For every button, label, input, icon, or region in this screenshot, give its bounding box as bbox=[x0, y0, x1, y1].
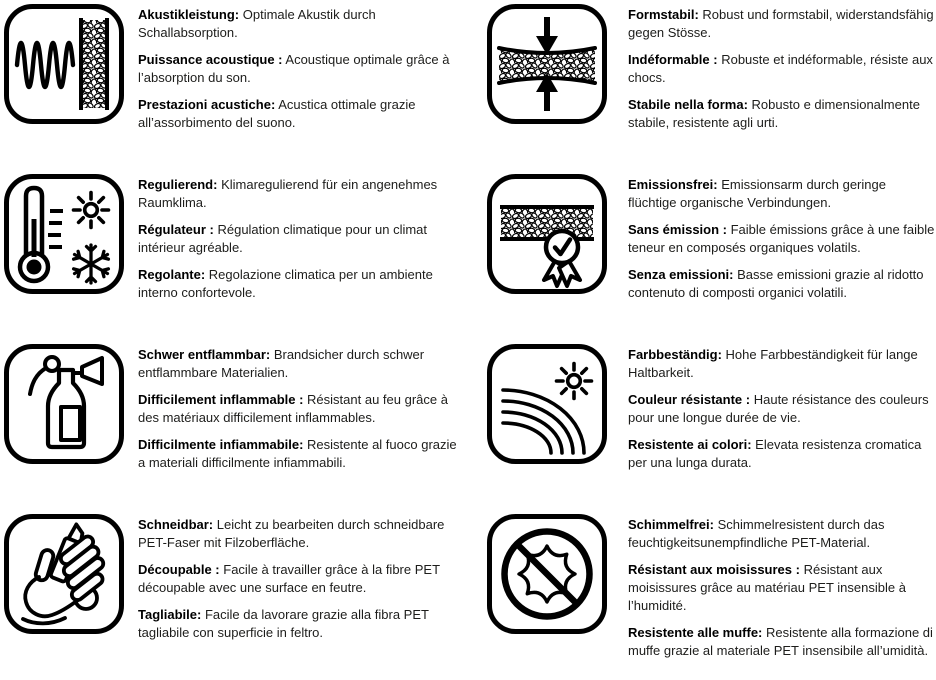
feature-label-fr: Sans émission : bbox=[628, 222, 727, 237]
feature-paragraph-fr bbox=[138, 561, 460, 597]
feature-desc-de: Brandsicher durch schwer entflammbare Materialien. bbox=[138, 347, 425, 380]
feature-label-fr: Couleur résistante : bbox=[628, 392, 751, 407]
feature-desc-it: Elevata resistenza cromatica per una lunga durata. bbox=[628, 437, 922, 470]
no-mold-icon bbox=[486, 513, 608, 635]
feature-block-climate bbox=[0, 170, 468, 340]
certificate-ribbon-icon bbox=[486, 173, 608, 295]
feature-label-fr: Régulateur : bbox=[138, 222, 214, 237]
feature-label-fr: Difficilement inflammable : bbox=[138, 392, 304, 407]
feature-text bbox=[138, 343, 460, 481]
sound-absorption-icon bbox=[3, 3, 125, 125]
feature-paragraph-it bbox=[138, 436, 460, 472]
feature-label-it: Difficilmente infiammabile: bbox=[138, 437, 304, 452]
feature-desc-it: Basse emissioni grazie al ridotto contenuto di composti organici volatili. bbox=[628, 267, 924, 300]
feature-desc-de: Optimale Akustik durch Schallabsorption. bbox=[138, 7, 376, 40]
feature-paragraph-de bbox=[138, 6, 460, 42]
feature-paragraph-de bbox=[138, 346, 460, 382]
feature-label-de: Akustikleistung: bbox=[138, 7, 240, 22]
feature-text bbox=[628, 343, 936, 481]
feature-text bbox=[138, 513, 460, 651]
feature-desc-fr: Résistant aux moisissures grâce au matériau PET insensible à l’humidité. bbox=[628, 562, 906, 613]
feature-label-fr: Découpable : bbox=[138, 562, 220, 577]
feature-block-cuttable bbox=[0, 510, 468, 680]
feature-paragraph-fr bbox=[138, 221, 460, 257]
feature-block-fire bbox=[0, 340, 468, 510]
feature-label-fr: Indéformable : bbox=[628, 52, 718, 67]
feature-label-de: Regulierend: bbox=[138, 177, 218, 192]
feature-desc-fr: Acoustique optimale grâce à l’absorption du son. bbox=[138, 52, 450, 85]
feature-label-it: Tagliabile: bbox=[138, 607, 202, 622]
feature-paragraph-it bbox=[138, 96, 460, 132]
feature-label-it: Prestazioni acustiche: bbox=[138, 97, 276, 112]
feature-text bbox=[628, 173, 936, 311]
feature-desc-fr: Facile à travailler grâce à la fibre PET découpable avec une surface en feutre. bbox=[138, 562, 440, 595]
feature-text bbox=[628, 3, 936, 141]
feature-label-de: Schwer entflammbar: bbox=[138, 347, 271, 362]
feature-label-it: Resistente ai colori: bbox=[628, 437, 752, 452]
feature-desc-it: Facile da lavorare grazie alla fibra PET tagliabile con superficie in feltro. bbox=[138, 607, 429, 640]
feature-block-mold bbox=[468, 510, 936, 680]
compression-arrows-icon bbox=[486, 3, 608, 125]
feature-desc-it: Acustica ottimale grazie all’assorbimento del suono. bbox=[138, 97, 416, 130]
feature-desc-de: Robust und formstabil, widerstandsfähig gegen Stösse. bbox=[628, 7, 934, 40]
feature-paragraph-fr bbox=[628, 221, 936, 257]
fire-extinguisher-icon bbox=[3, 343, 125, 465]
feature-desc-de: Leicht zu bearbeiten durch schneidbare PET-Faser mit Filzoberfläche. bbox=[138, 517, 445, 550]
feature-label-de: Farbbeständig: bbox=[628, 347, 722, 362]
feature-paragraph-de bbox=[628, 6, 936, 42]
feature-desc-fr: Régulation climatique pour un climat intérieur agréable. bbox=[138, 222, 428, 255]
feature-paragraph-it bbox=[138, 606, 460, 642]
feature-paragraph-fr bbox=[138, 391, 460, 427]
feature-label-it: Regolante: bbox=[138, 267, 206, 282]
feature-text bbox=[138, 3, 460, 141]
feature-block-emission bbox=[468, 170, 936, 340]
feature-desc-fr: Faible émissions grâce à une faible teneur en composés organiques volatils. bbox=[628, 222, 935, 255]
feature-block-shape-stable bbox=[468, 0, 936, 170]
feature-paragraph-it bbox=[138, 266, 460, 302]
feature-paragraph-de bbox=[628, 516, 936, 552]
feature-label-de: Schimmelfrei: bbox=[628, 517, 714, 532]
feature-desc-it: Robusto e dimensionalmente stabile, resistente agli urti. bbox=[628, 97, 920, 130]
feature-label-it: Resistente alle muffe: bbox=[628, 625, 763, 640]
feature-paragraph-de bbox=[628, 346, 936, 382]
feature-label-it: Senza emissioni: bbox=[628, 267, 734, 282]
feature-desc-de: Hohe Farbbeständigkeit für lange Haltbarkeit. bbox=[628, 347, 918, 380]
feature-paragraph-it bbox=[628, 266, 936, 302]
feature-desc-de: Klimaregulierend für ein angenehmes Raumklima. bbox=[138, 177, 438, 210]
feature-desc-de: Emissionsarm durch geringe flüchtige organische Verbindungen. bbox=[628, 177, 886, 210]
feature-block-colorfast bbox=[468, 340, 936, 510]
feature-block-acoustic bbox=[0, 0, 468, 170]
feature-paragraph-it bbox=[628, 436, 936, 472]
feature-desc-fr: Haute résistance des couleurs pour une longue durée de vie. bbox=[628, 392, 929, 425]
feature-label-it: Stabile nella forma: bbox=[628, 97, 748, 112]
feature-desc-it: Resistente alla formazione di muffe grazie al materiale PET insensibile all’umidità. bbox=[628, 625, 933, 658]
feature-desc-de: Schimmelresistent durch das feuchtigkeitsunempfindliche PET-Material. bbox=[628, 517, 885, 550]
feature-paragraph-de bbox=[138, 516, 460, 552]
feature-paragraph-fr bbox=[628, 391, 936, 427]
feature-desc-it: Regolazione climatica per un ambiente interno confortevole. bbox=[138, 267, 433, 300]
feature-paragraph-it bbox=[628, 624, 936, 660]
hand-cutter-icon bbox=[3, 513, 125, 635]
feature-label-fr: Résistant aux moisissures : bbox=[628, 562, 800, 577]
thermometer-sun-snowflake-icon bbox=[3, 173, 125, 295]
feature-paragraph-fr bbox=[628, 561, 936, 615]
feature-paragraph-de bbox=[138, 176, 460, 212]
feature-paragraph-it bbox=[628, 96, 936, 132]
feature-paragraph-fr bbox=[138, 51, 460, 87]
feature-label-fr: Puissance acoustique : bbox=[138, 52, 283, 67]
feature-desc-fr: Robuste et indéformable, résiste aux chocs. bbox=[628, 52, 933, 85]
feature-text bbox=[628, 513, 936, 669]
feature-paragraph-de bbox=[628, 176, 936, 212]
feature-desc-it: Resistente al fuoco grazie a materiali difficilmente infiammabili. bbox=[138, 437, 457, 470]
feature-label-de: Formstabil: bbox=[628, 7, 699, 22]
feature-desc-fr: Résistant au feu grâce à des matériaux difficilement inflammables. bbox=[138, 392, 448, 425]
feature-paragraph-fr bbox=[628, 51, 936, 87]
feature-label-de: Emissionsfrei: bbox=[628, 177, 718, 192]
rainbow-sun-icon bbox=[486, 343, 608, 465]
feature-label-de: Schneidbar: bbox=[138, 517, 214, 532]
feature-text bbox=[138, 173, 460, 311]
